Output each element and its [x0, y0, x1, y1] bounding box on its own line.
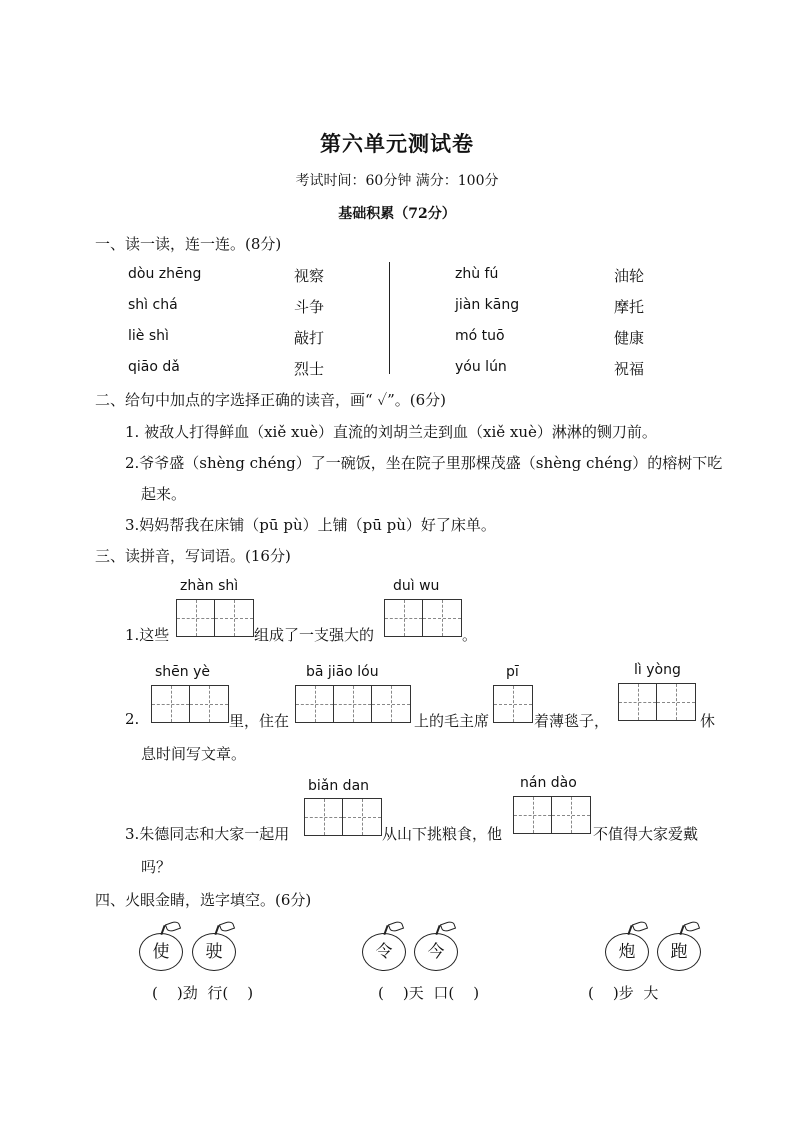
q1-left-word-1: 视察: [294, 267, 325, 285]
q4-heading: 四、火眼金睛，选字填空。(6分): [95, 891, 312, 909]
q1-left-word-2: 斗争: [294, 298, 325, 316]
q1-right-word-1: 油轮: [614, 267, 645, 285]
q1-left-word-4: 烈士: [294, 360, 325, 378]
q3-l2-cont: 息时间写文章。: [141, 745, 247, 763]
q1-right-word-2: 摩托: [614, 298, 645, 316]
q1-left-pinyin-2: shì chá: [128, 297, 178, 313]
apple-leaf-icon: [684, 920, 700, 933]
q1-left-pinyin-4: qiāo dǎ: [128, 359, 180, 375]
q2-heading: 二、给句中加点的字选择正确的读音，画“ ✓”。(6分): [95, 391, 447, 409]
q1-right-word-4: 祝福: [614, 360, 645, 378]
apple-leaf-icon: [165, 920, 181, 933]
q3-l2-grid-4[interactable]: [618, 683, 696, 721]
q3-l3-grid-2[interactable]: [513, 796, 591, 834]
apple-char-2: 驶: [192, 933, 236, 971]
apple-char-4: 今: [414, 933, 458, 971]
q3-l2-mid3: 着薄毯子，: [534, 712, 610, 730]
apple-leaf-icon: [388, 920, 404, 933]
q3-l2-pinyin-1: shēn yè: [155, 664, 211, 680]
q4-fill-3: ( )步 大: [588, 984, 659, 1002]
q1-right-pinyin-4: yóu lún: [455, 359, 507, 375]
q3-l1-end: 。: [462, 626, 478, 644]
q3-l1-grid-2[interactable]: [384, 599, 462, 637]
q1-left-pinyin-1: dòu zhēng: [128, 266, 202, 282]
q1-left-pinyin-3: liè shì: [128, 328, 169, 344]
apple-char-3: 令: [362, 933, 406, 971]
q3-l2-grid-1[interactable]: [151, 685, 229, 723]
q3-l1-grid-1[interactable]: [176, 599, 254, 637]
q3-l1-mid: 组成了一支强大的: [254, 626, 375, 644]
q3-heading: 三、读拼音，写词语。(16分): [95, 547, 291, 565]
apple-char-6: 跑: [657, 933, 701, 971]
q3-l3-prefix: 3.朱德同志和大家一起用: [125, 825, 290, 843]
q3-l2-pinyin-3: pī: [506, 664, 519, 680]
apple-leaf-icon: [440, 920, 456, 933]
q3-l1-pinyin-1: zhàn shì: [180, 578, 239, 594]
q3-l1-prefix: 1.这些: [125, 626, 170, 644]
divider-line: [389, 262, 390, 374]
q3-l2-end: 休: [700, 712, 716, 730]
q3-l2-grid-3[interactable]: [493, 685, 533, 723]
exam-info: 考试时间：60分钟 满分：100分: [295, 173, 499, 189]
q4-fill-1: ( )劲 行( ): [152, 984, 254, 1002]
q2-sentence-1: 1. 被敌人打得鲜血（xiě xuè）直流的刘胡兰走到血（xiě xuè）淋淋的铡刀前。: [125, 423, 657, 441]
apple-leaf-icon: [632, 920, 648, 933]
q3-l3-grid-1[interactable]: [304, 798, 382, 836]
q3-l2-mid1: 里，住在: [229, 712, 290, 730]
q2-sentence-2: 2.爷爷盛（shèng chéng）了一碗饭，坐在院子里那棵茂盛（shèng chéng）的榕树下吃: [125, 454, 723, 472]
q3-l2-prefix: 2.: [125, 710, 140, 728]
q1-right-pinyin-3: mó tuō: [455, 328, 505, 344]
q3-l3-pinyin-2: nán dào: [520, 775, 577, 791]
q3-l2-grid-2[interactable]: [295, 685, 411, 723]
apple-leaf-icon: [219, 920, 235, 933]
q1-right-pinyin-2: jiàn kāng: [455, 297, 520, 313]
page-title: 第六单元测试卷: [320, 131, 474, 156]
q3-l3-mid: 从山下挑粮食，他: [382, 825, 503, 843]
apple-char-5: 炮: [605, 933, 649, 971]
q1-left-word-3: 敲打: [294, 329, 325, 347]
apple-char-1: 使: [139, 933, 183, 971]
q3-l2-mid2: 上的毛主席: [414, 712, 490, 730]
q3-l1-pinyin-2: duì wu: [393, 578, 440, 594]
q3-l2-pinyin-4: lì yòng: [634, 662, 681, 678]
q4-fill-2: ( )天 口( ): [378, 984, 480, 1002]
q3-l3-cont: 吗？: [141, 858, 172, 876]
q3-l3-pinyin-1: biǎn dan: [308, 778, 370, 794]
q3-l3-end: 不值得大家爱戴: [593, 825, 699, 843]
q2-sentence-3: 3.妈妈帮我在床铺（pū pù）上铺（pū pù）好了床单。: [125, 516, 496, 534]
q3-l2-pinyin-2: bā jiāo lóu: [306, 664, 379, 680]
section-heading: 基础积累（72分）: [338, 206, 456, 222]
q1-right-word-3: 健康: [614, 329, 645, 347]
q1-heading: 一、读一读，连一连。(8分): [95, 235, 282, 253]
q2-sentence-2-cont: 起来。: [141, 485, 187, 503]
q1-right-pinyin-1: zhù fú: [455, 266, 499, 282]
